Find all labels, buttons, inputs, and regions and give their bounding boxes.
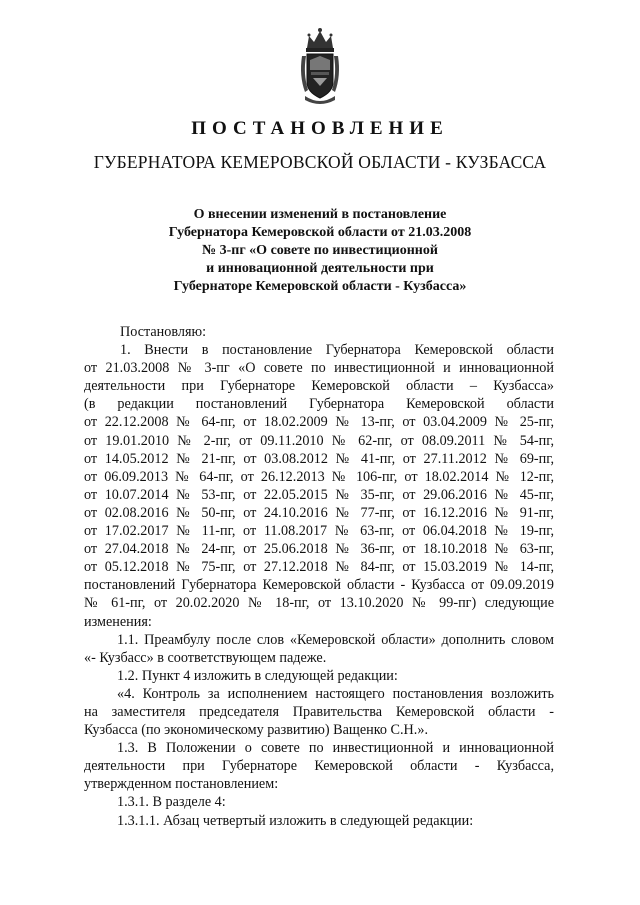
body-line: «4. Контроль за исполнением настоящего постановления возложить	[117, 685, 554, 702]
body-line: № 61-пг, от 20.02.2020 № 18-пг, от 13.10.2020 № 99-пг) следующие	[84, 595, 554, 612]
body-line: от 14.05.2012 № 21-пг, от 03.08.2012 № 41-пг, от 27.11.2012 № 69-пг,	[84, 450, 554, 467]
body-line: от 17.02.2017 № 11-пг, от 11.08.2017 № 63-пг, от 06.04.2018 № 19-пг,	[84, 523, 554, 540]
body-line: утвержденном постановлением:	[84, 776, 279, 793]
body-line: деятельности при Губернаторе Кемеровской области - Кузбасса,	[84, 758, 554, 775]
body-line: 1. Внести в постановление Губернатора Кемеровской области	[120, 342, 554, 359]
body-line: от 21.03.2008 № 3-пг «О совете по инвестиционной и инновационной	[84, 360, 554, 377]
body-line: от 19.01.2010 № 2-пг, от 09.11.2010 № 62-пг, от 08.09.2011 № 54-пг,	[84, 432, 554, 449]
body-line: 1.2. Пункт 4 изложить в следующей редакции:	[117, 667, 398, 684]
body-line: от 10.07.2014 № 53-пг, от 22.05.2015 № 35-пг, от 29.06.2016 № 45-пг,	[84, 486, 554, 503]
document-issuer: ГУБЕРНАТОРА КЕМЕРОВСКОЙ ОБЛАСТИ - КУЗБАССА	[93, 152, 547, 172]
coat-of-arms-emblem	[299, 26, 341, 106]
body-line: 1.3.1.1. Абзац четвертый изложить в следующей редакции:	[117, 812, 474, 829]
heading-line: Губернаторе Кемеровской области - Кузбасса»	[173, 279, 467, 294]
body-line: от 05.12.2018 № 75-пг, от 27.12.2018 № 84-пг, от 15.03.2019 № 14-пг,	[84, 559, 554, 576]
body-line: от 02.08.2016 № 50-пг, от 24.10.2016 № 77-пг, от 16.12.2016 № 91-пг,	[84, 504, 554, 521]
body-line: 1.3.1. В разделе 4:	[117, 794, 226, 811]
body-line: 1.3. В Положении о совете по инвестиционной и инновационной	[117, 740, 554, 757]
body-line: постановлений Губернатора Кемеровской области - Кузбасса от 09.09.2019	[84, 577, 554, 594]
body-line: от 27.04.2018 № 24-пг, от 25.06.2018 № 36-пг, от 18.10.2018 № 63-пг,	[84, 541, 554, 558]
heading-line: О внесении изменений в постановление	[193, 207, 447, 222]
body-line: Кузбасса (по экономическому развитию) Ващенко С.Н.».	[84, 722, 428, 739]
body-line: от 06.09.2013 № 64-пг, от 26.12.2013 № 106-пг, от 18.02.2014 № 12-пг,	[84, 468, 554, 485]
body-line: «- Кузбасс» в соответствующем падеже.	[84, 649, 327, 666]
body-intro: Постановляю:	[120, 324, 207, 340]
heading-line: и инновационной деятельности при	[206, 261, 434, 276]
body-line: от 22.12.2008 № 64-пг, от 18.02.2009 № 13-пг, от 03.04.2009 № 25-пг,	[84, 414, 554, 431]
document-title: ПОСТАНОВЛЕНИЕ	[191, 118, 449, 139]
document-body	[84, 323, 554, 830]
body-line: деятельности при Губернаторе Кемеровской области – Кузбасса»	[84, 378, 554, 395]
body-line: 1.1. Преамбулу после слов «Кемеровской области» дополнить словом	[117, 631, 554, 648]
body-line: изменения:	[84, 613, 152, 630]
heading-line: № 3-пг «О совете по инвестиционной	[202, 243, 438, 258]
body-line: (в редакции постановлений Губернатора Кемеровской области	[84, 396, 554, 413]
heading-line: Губернатора Кемеровской области от 21.03.2008	[168, 225, 472, 240]
body-line: на заместителя председателя Правительства Кемеровской области -	[84, 703, 554, 720]
document-heading	[0, 206, 640, 296]
